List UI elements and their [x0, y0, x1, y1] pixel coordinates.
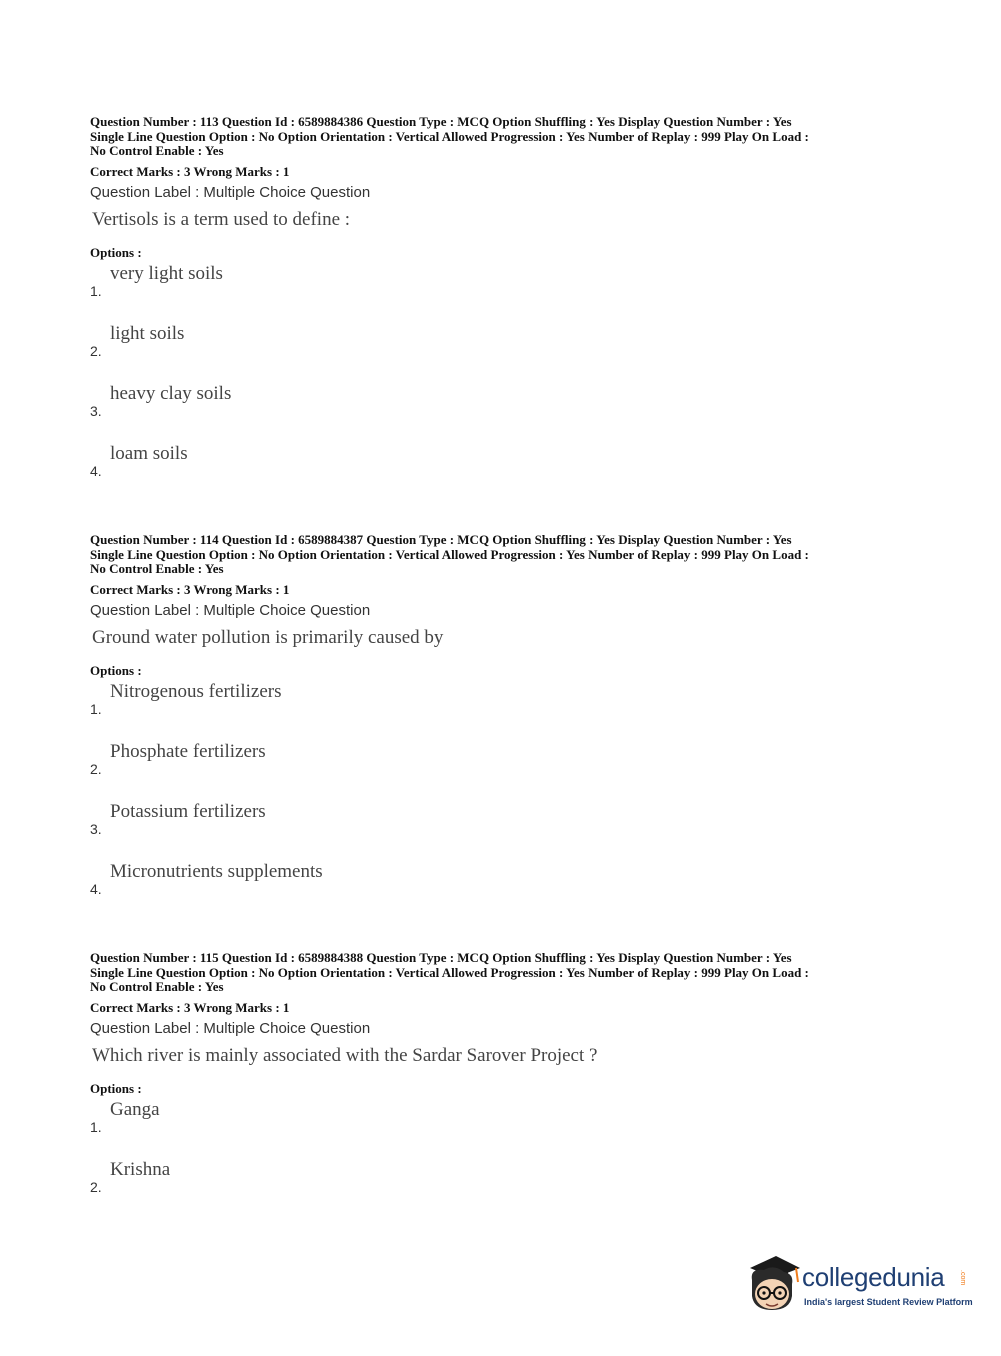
question-meta-line: No Control Enable : Yes — [90, 561, 224, 576]
option-number: 4. — [90, 880, 102, 897]
question-block-114 — [90, 533, 920, 919]
option-text: very light soils — [110, 262, 223, 284]
option-item[interactable] — [90, 739, 920, 799]
question-label: Question Label : Multiple Choice Question — [90, 601, 371, 619]
question-meta-line: Question Number : 113 Question Id : 6589884386 Question Type : MCQ Option Shuffling : Yes Display Question Number : Yes — [90, 114, 792, 129]
option-item[interactable] — [90, 679, 920, 739]
option-item[interactable] — [90, 441, 920, 501]
option-number: 4. — [90, 462, 102, 479]
brand-domain-suffix: .com — [959, 1270, 966, 1286]
question-meta-line: Single Line Question Option : No Option Orientation : Vertical Allowed Progression : Yes Number of Replay : 999 Play On Load : — [90, 546, 809, 562]
question-block-113 — [90, 115, 920, 501]
question-meta-line: Single Line Question Option : No Option Orientation : Vertical Allowed Progression : Yes Number of Replay : 999 Play On Load : — [90, 964, 809, 980]
option-number: 2. — [90, 760, 102, 777]
option-item[interactable] — [90, 381, 920, 441]
question-meta-line: Single Line Question Option : No Option Orientation : Vertical Allowed Progression : Yes Number of Replay : 999 Play On Load : — [90, 128, 809, 144]
option-number: 3. — [90, 820, 102, 837]
option-item[interactable] — [90, 1097, 920, 1157]
option-text: Potassium fertilizers — [110, 800, 266, 822]
options-heading: Options : — [90, 1080, 142, 1096]
question-meta-line: No Control Enable : Yes — [90, 143, 224, 158]
question-label: Question Label : Multiple Choice Question — [90, 183, 371, 201]
option-text: Ganga — [110, 1098, 160, 1120]
question-label: Question Label : Multiple Choice Question — [90, 1019, 371, 1037]
question-text: Which river is mainly associated with the Sardar Sarover Project ? — [92, 1044, 598, 1066]
option-number: 2. — [90, 1178, 102, 1195]
question-meta-line: Question Number : 115 Question Id : 6589884388 Question Type : MCQ Option Shuffling : Yes Display Question Number : Yes — [90, 950, 792, 965]
question-marks: Correct Marks : 3 Wrong Marks : 1 — [90, 581, 290, 597]
option-text: heavy clay soils — [110, 382, 232, 404]
question-text: Vertisols is a term used to define : — [92, 208, 351, 230]
option-number: 1. — [90, 700, 102, 717]
collegedunia-logo — [744, 1250, 974, 1320]
option-text: Micronutrients supplements — [110, 860, 323, 882]
question-marks: Correct Marks : 3 Wrong Marks : 1 — [90, 163, 290, 179]
option-number: 3. — [90, 402, 102, 419]
option-text: light soils — [110, 322, 185, 344]
options-heading: Options : — [90, 244, 142, 260]
option-text: Krishna — [110, 1158, 171, 1180]
option-text: Phosphate fertilizers — [110, 740, 266, 762]
brand-name: collegedunia — [802, 1262, 945, 1292]
question-block-115 — [90, 951, 920, 1217]
option-item[interactable] — [90, 1157, 920, 1217]
option-number: 2. — [90, 342, 102, 359]
option-text: loam soils — [110, 442, 188, 464]
option-text: Nitrogenous fertilizers — [110, 680, 282, 702]
option-item[interactable] — [90, 859, 920, 919]
question-meta-line: No Control Enable : Yes — [90, 979, 224, 994]
question-meta-line: Question Number : 114 Question Id : 6589884387 Question Type : MCQ Option Shuffling : Yes Display Question Number : Yes — [90, 532, 792, 547]
option-item[interactable] — [90, 321, 920, 381]
options-heading: Options : — [90, 662, 142, 678]
option-number: 1. — [90, 282, 102, 299]
student-mascot-icon — [744, 1250, 802, 1318]
brand-tagline: India's largest Student Review Platform — [804, 1297, 973, 1307]
option-item[interactable] — [90, 799, 920, 859]
option-number: 1. — [90, 1118, 102, 1135]
question-text: Ground water pollution is primarily caused by — [92, 626, 444, 648]
question-marks: Correct Marks : 3 Wrong Marks : 1 — [90, 999, 290, 1015]
option-item[interactable] — [90, 261, 920, 321]
